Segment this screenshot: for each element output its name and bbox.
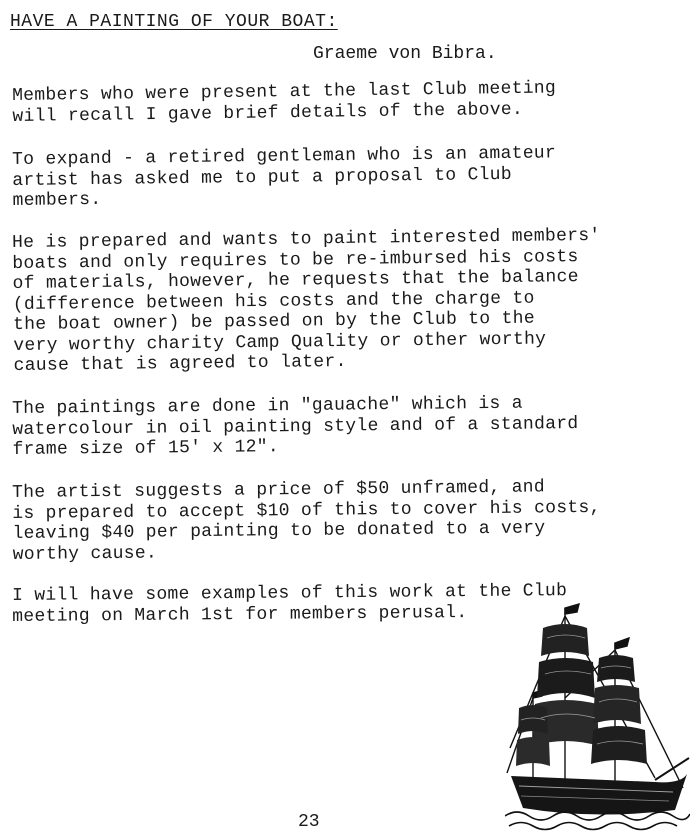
paragraph-details: He is prepared and wants to paint interested members' boats and only requires to be re-imbursed his costs of materials, however, he requests that the balance (difference between his costs and the charge to the boat owner) be passed on by the Club to the very worthy charity Camp Quality or other worthy cause that is agreed to later. <box>12 225 601 376</box>
article-title: HAVE A PAINTING OF YOUR BOAT: <box>10 12 338 32</box>
author-name: Graeme von Bibra. <box>313 44 497 64</box>
paragraph-medium: The paintings are done in "gauache" which is a watercolour in oil painting style and of a standard frame size of 15' x 12". <box>12 393 579 460</box>
paragraph-proposal: To expand - a retired gentleman who is an amateur artist has asked me to put a proposal to Club members. <box>12 143 557 211</box>
sailing-ship-icon <box>505 598 690 833</box>
paragraph-examples: I will have some examples of this work at the Club meeting on March 1st for members perusal. <box>12 581 568 627</box>
paragraph-intro: Members who were present at the last Club meeting will recall I gave brief details of the above. <box>12 78 557 127</box>
page-number: 23 <box>298 812 320 832</box>
paragraph-price: The artist suggests a price of $50 unframed, and is prepared to accept $10 of this to cover his costs, leaving $40 per painting to be donated to a very worthy cause. <box>12 477 601 565</box>
